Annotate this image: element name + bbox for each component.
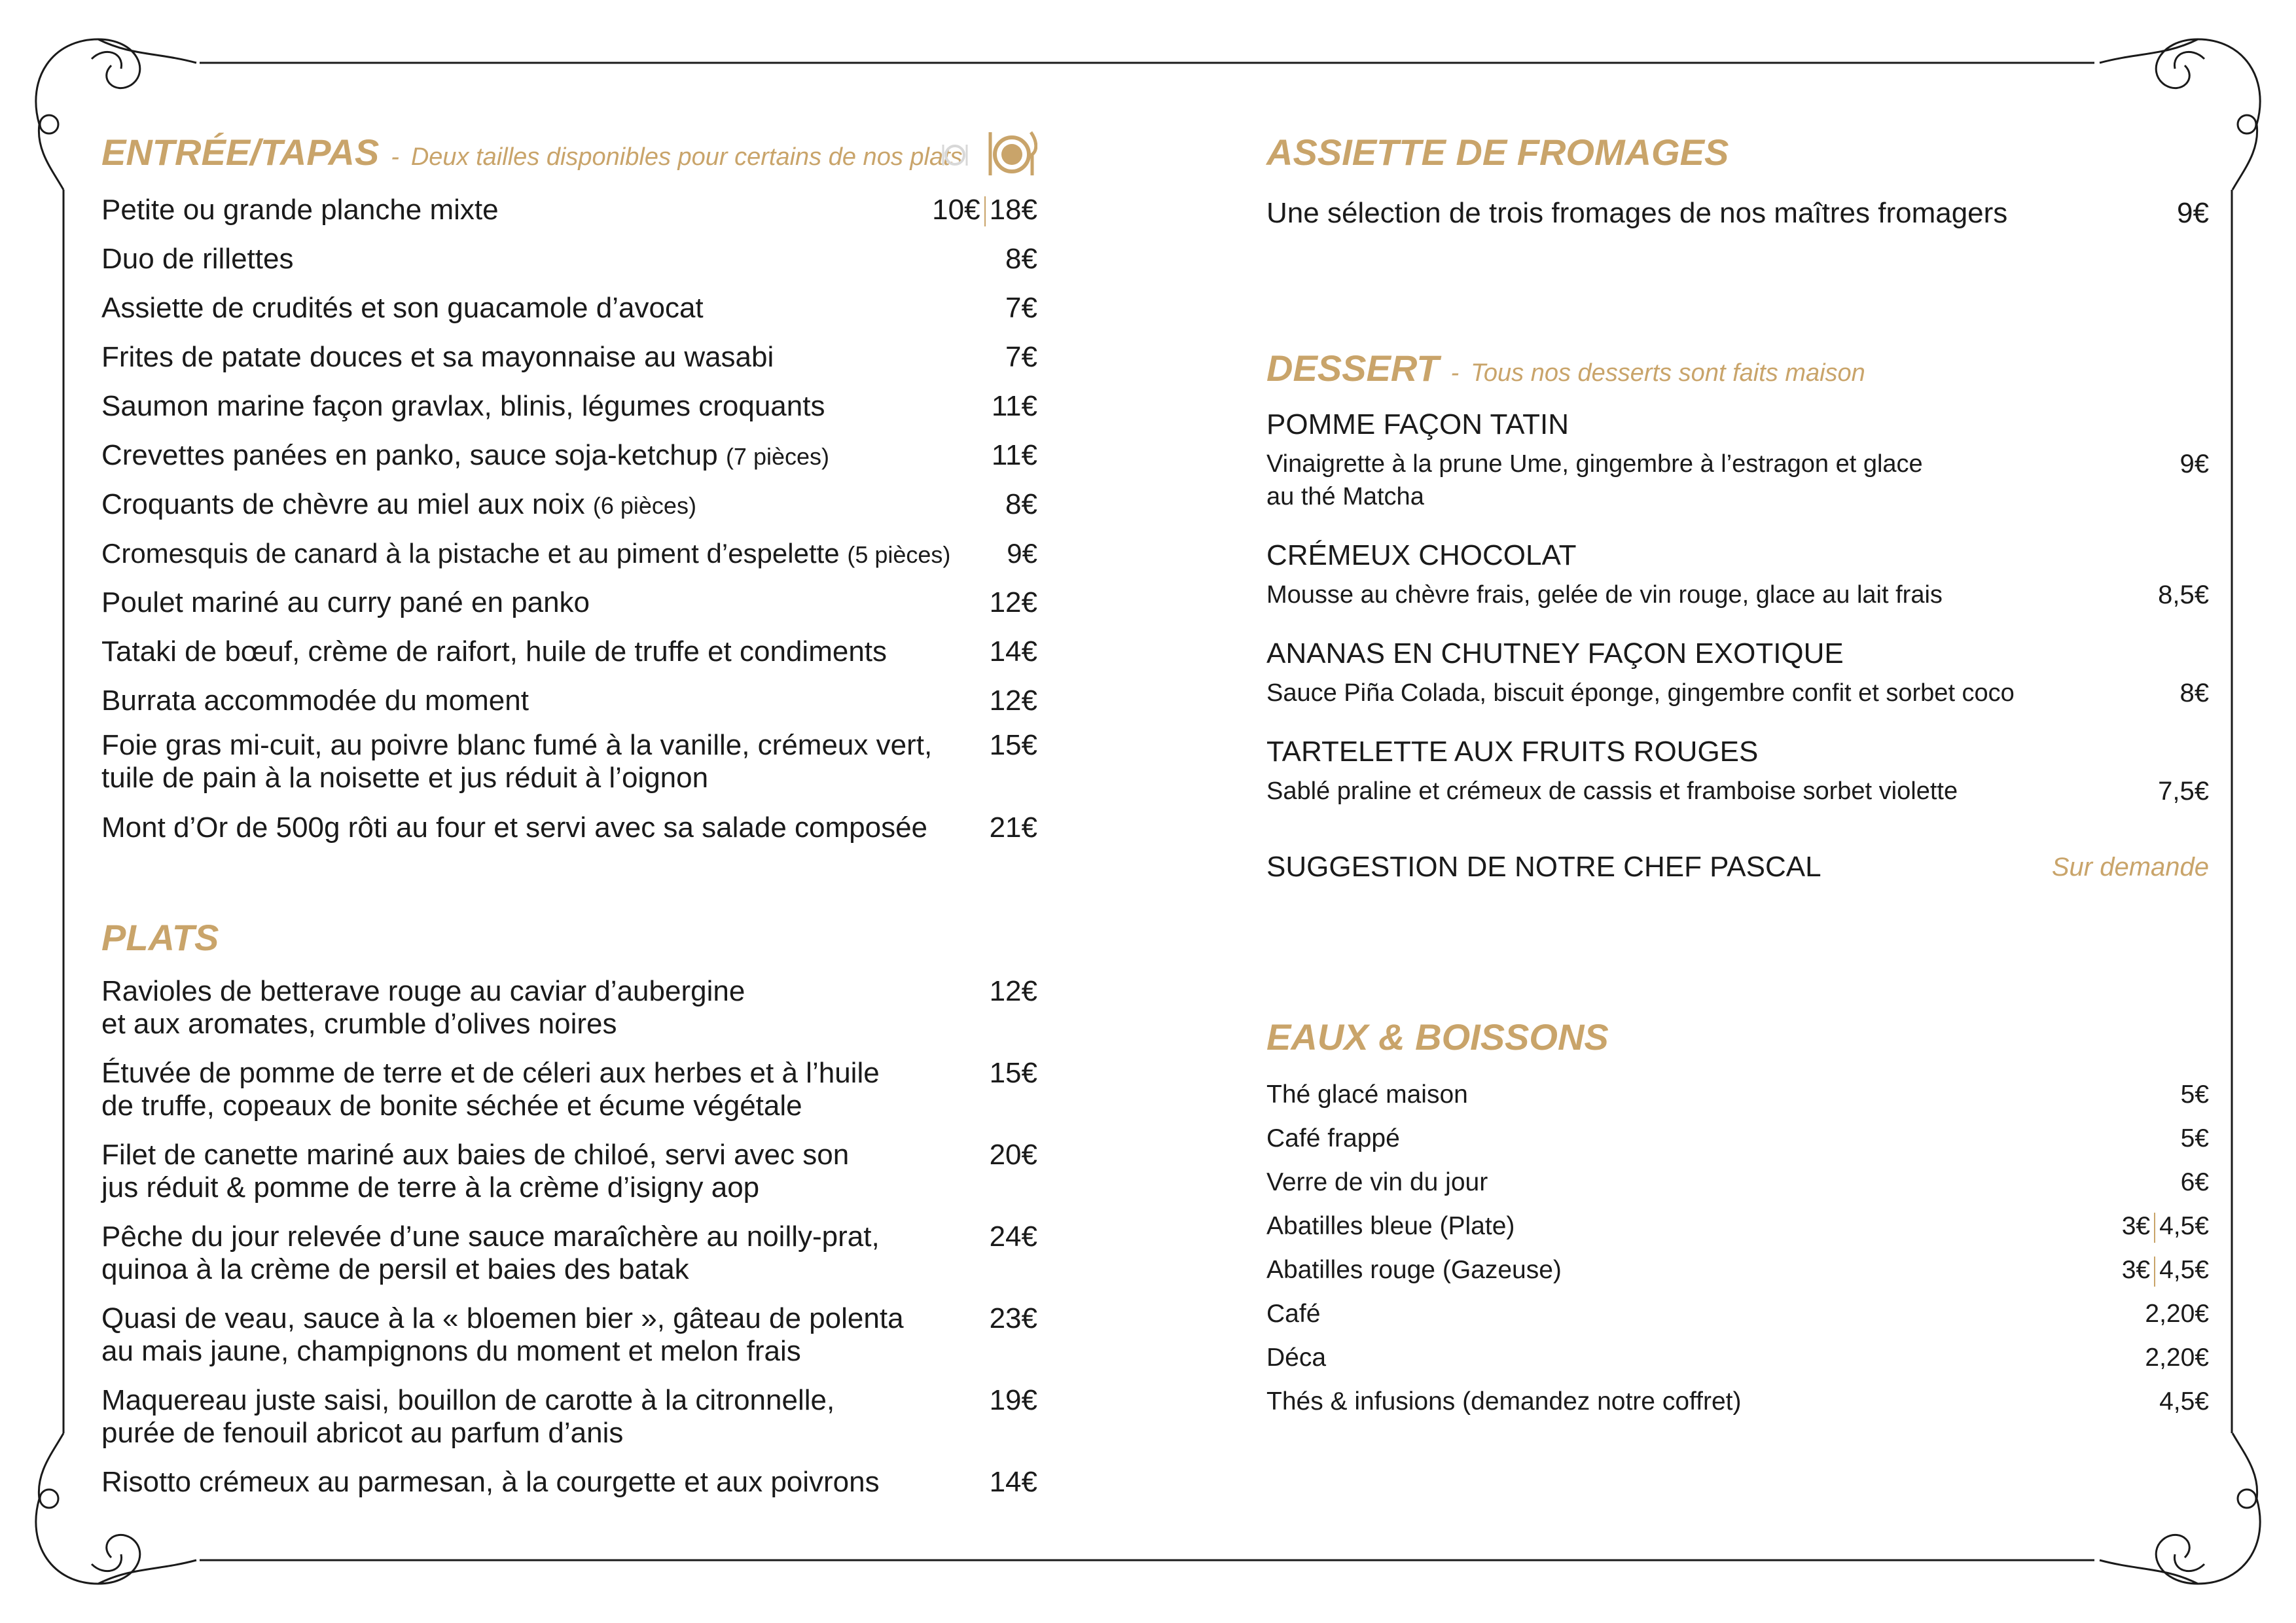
- corner-flourish-top-right: [2100, 39, 2260, 190]
- boissons-title: EAUX & BOISSONS: [1266, 1016, 1609, 1058]
- boissons-header: [1266, 1016, 1609, 1058]
- fromages-title: ASSIETTE DE FROMAGES: [1266, 132, 1729, 173]
- plats-header: [101, 916, 219, 959]
- dessert-header: [1266, 347, 1865, 389]
- entree-title: ENTRÉE/TAPAS: [101, 132, 380, 173]
- entree-header: [101, 131, 963, 173]
- entree-subtitle: Deux tailles disponibles pour certains de nos plats: [410, 143, 963, 171]
- large-plate-icon: [986, 128, 1037, 179]
- dessert-title: DESSERT: [1266, 348, 1439, 389]
- dessert-subtitle: Tous nos desserts sont faits maison: [1471, 359, 1865, 387]
- corner-flourish-bottom-left: [36, 1433, 196, 1584]
- plats-title: PLATS: [101, 917, 219, 958]
- size-icons: [941, 128, 1037, 179]
- small-plate-icon: [941, 139, 969, 168]
- fromages-header: [1266, 131, 1729, 173]
- dessert-dash: -: [1450, 359, 1460, 387]
- entree-dash: -: [391, 143, 399, 171]
- corner-flourish-bottom-right: [2100, 1433, 2260, 1584]
